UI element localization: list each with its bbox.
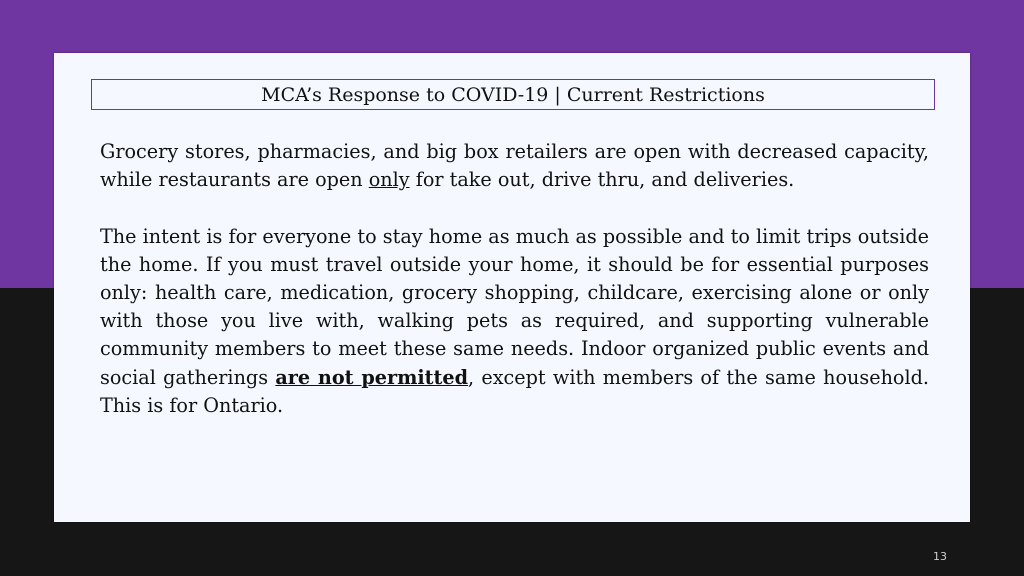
paragraph-retail-before: Grocery stores, pharmacies, and big box retailers are open with decreased capacity, while restaurants are open (100, 140, 929, 192)
paragraph-stay-home (100, 223, 929, 420)
slide-number: 13 (933, 550, 947, 563)
content-card (54, 53, 970, 522)
slide-title: MCA’s Response to COVID-19 | Current Restrictions (261, 83, 765, 106)
paragraph-retail (100, 138, 929, 194)
paragraph-stay-home-before: The intent is for everyone to stay home as much as possible and to limit trips outside the home. If you must travel outside your home, it should be for essential purposes only: health care, medication, grocery shopping, childcare, exercising alone or only with those you live with, walking pets as required, and supporting vulnerable community members to meet these same needs. Indoor organized public events and social gatherings (100, 224, 929, 389)
body-text (100, 138, 929, 420)
paragraph-retail-after: for take out, drive thru, and deliveries. (409, 168, 795, 192)
paragraph-retail-emphasis: only (368, 168, 410, 192)
paragraph-stay-home-emphasis: are not permitted (275, 365, 469, 389)
slide-title-box (91, 79, 935, 110)
paragraph-stay-home-after: , except with members of the same household. This is for Ontario. (100, 365, 929, 417)
